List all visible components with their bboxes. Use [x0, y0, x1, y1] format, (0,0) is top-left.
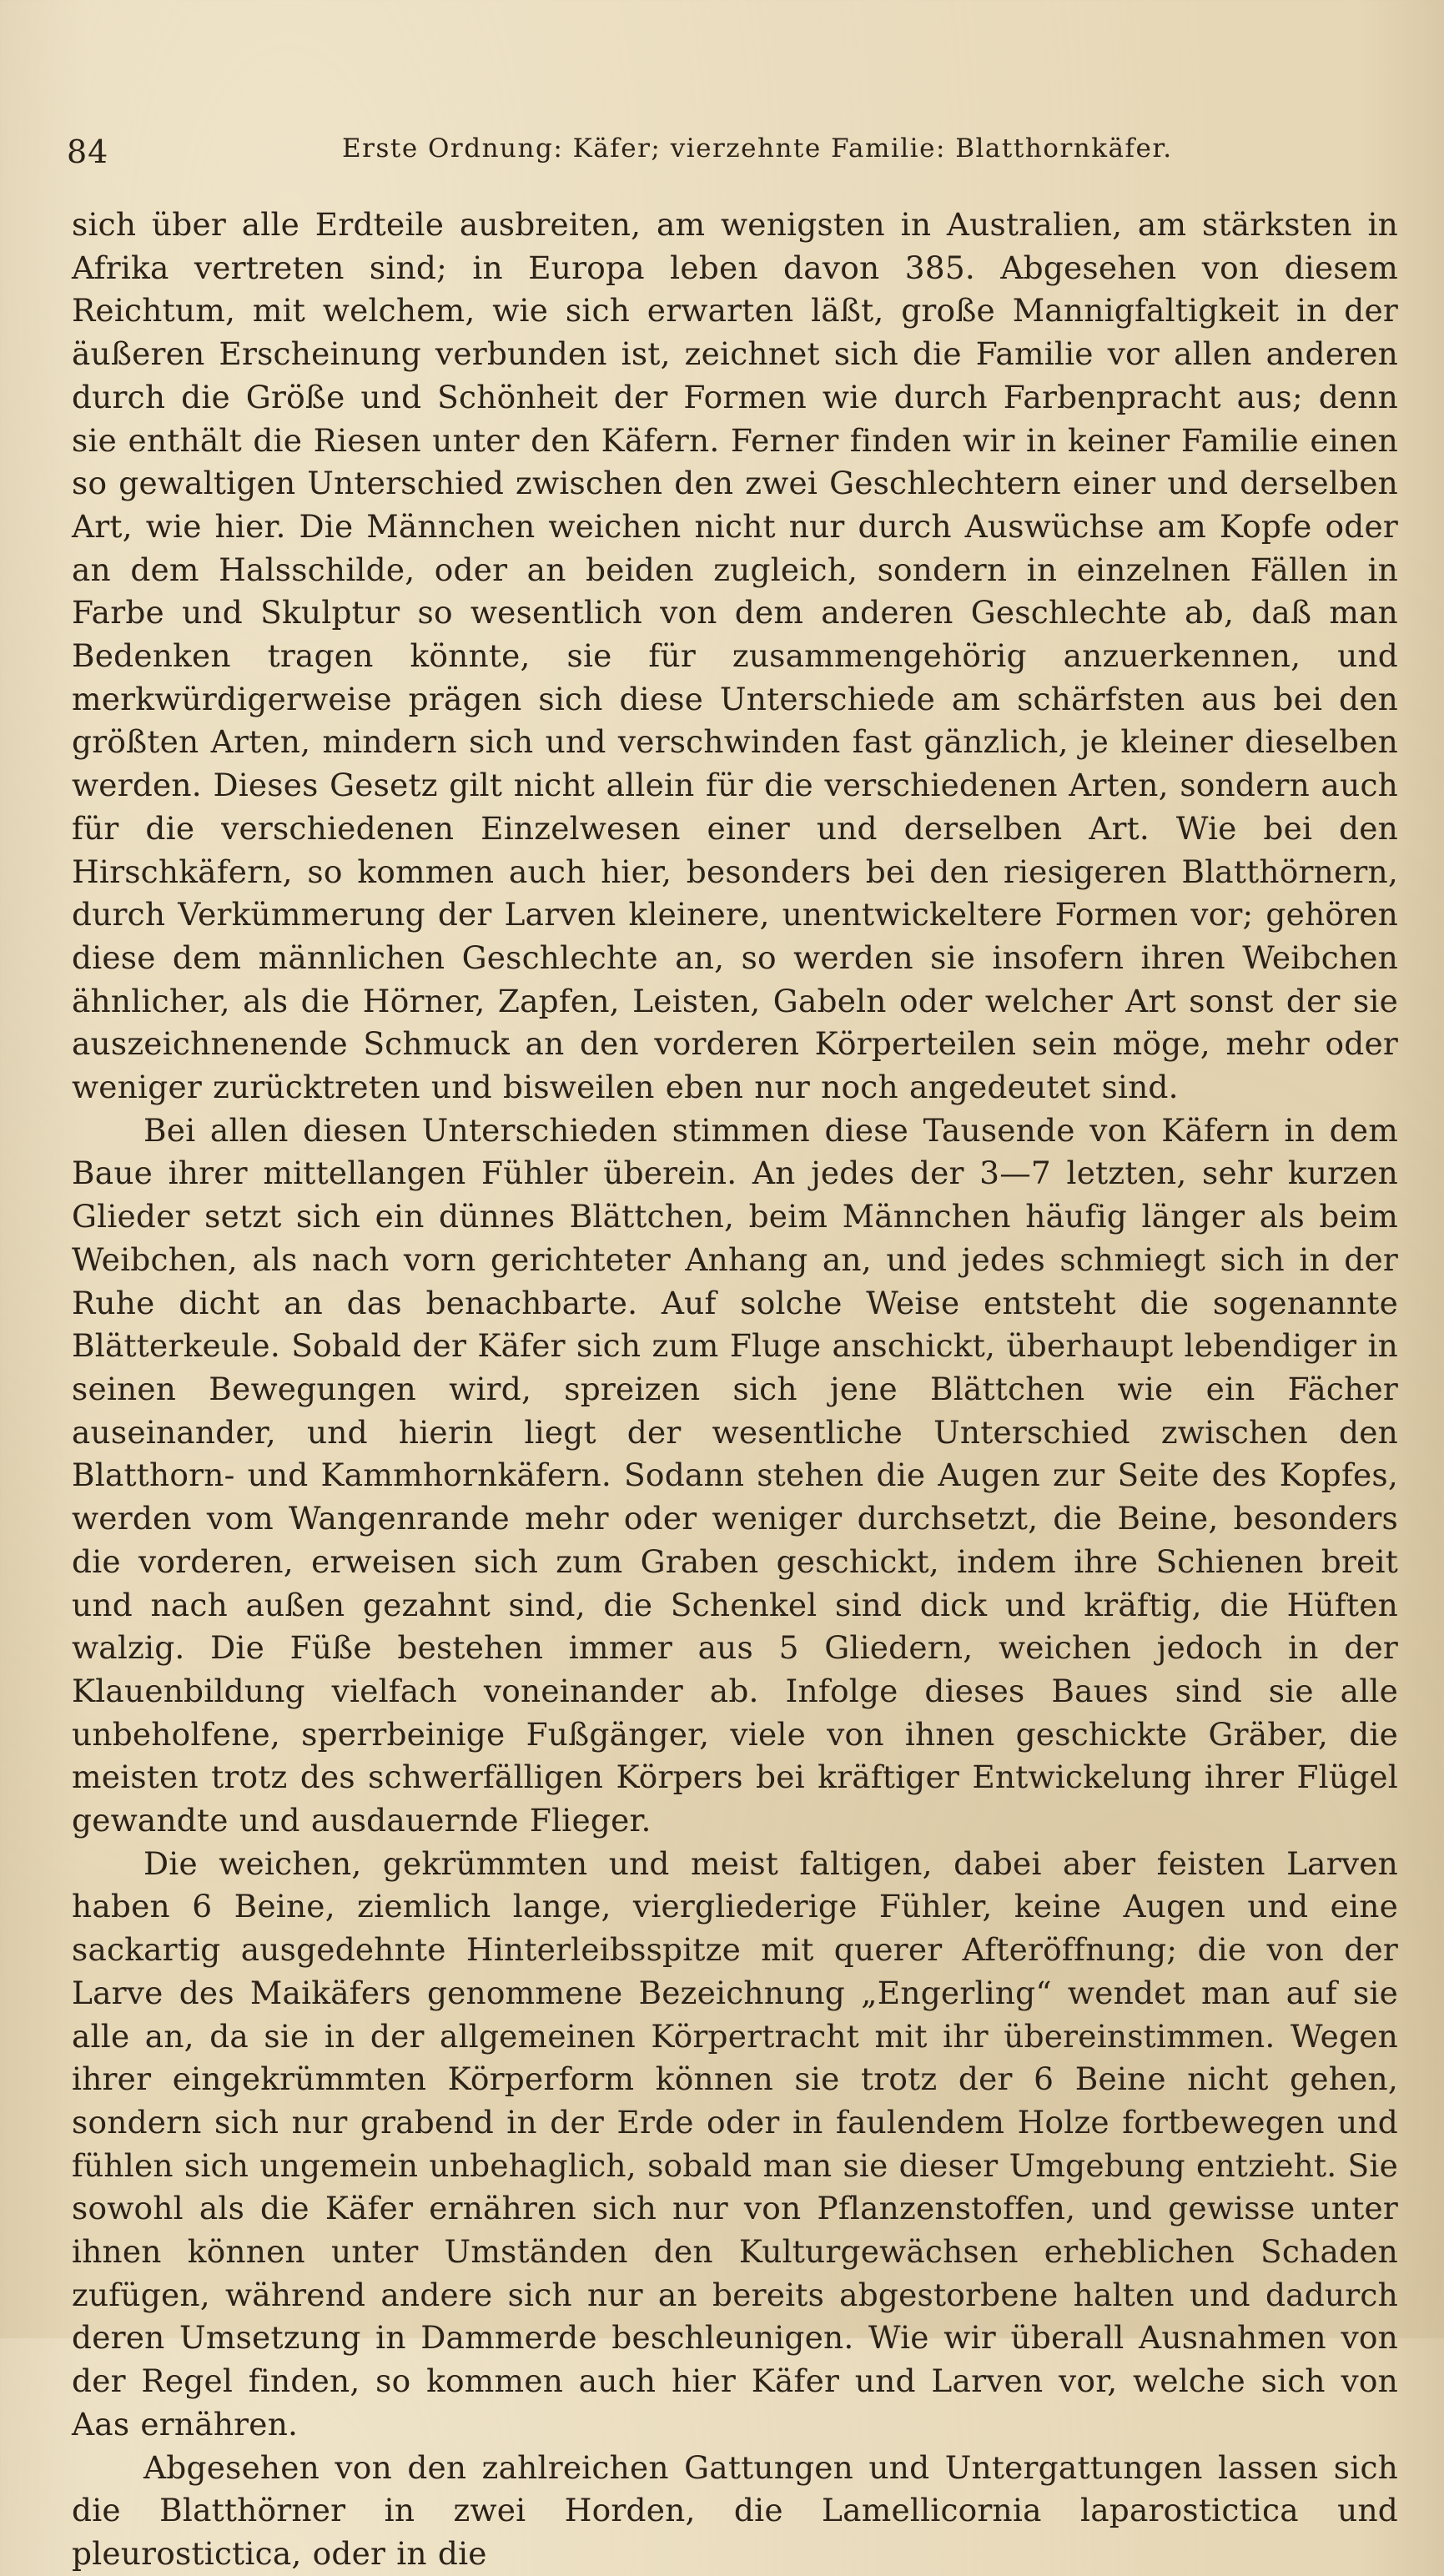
running-head: [67, 125, 1401, 175]
body-text: [72, 204, 1398, 2576]
paragraph: Abgesehen von den zahlreichen Gattungen und Untergattungen lassen sich die Blatthörner in zwei Horden, die Lamellicornia laparostictica und pleurostictica, oder in die: [72, 2448, 1398, 2572]
page-number: 84: [67, 133, 109, 170]
running-title: Erste Ordnung: Käfer; vierzehnte Familie: Blatthornkäfer.: [342, 133, 1173, 164]
paragraph: sich über alle Erdteile ausbreiten, am wenigsten in Australien, am stärksten in Afrika vertreten sind; in Europa leben davon 385. Abgesehen von diesem Reichtum, mit welchem, wie sich erwarten läßt, große Mannigfaltigkeit in der äußeren Erscheinung verbunden ist, zeichnet sich die Familie vor allen anderen durch die Größe und Schönheit der Formen wie durch Farbenpracht aus; denn sie enthält die Riesen unter den Käfern. Ferner finden wir in keiner Familie einen so gewaltigen Unterschied zwischen den zwei Geschlechtern einer und derselben Art, wie hier. Die Männchen weichen nicht nur durch Auswüchse am Kopfe oder an dem Halsschilde, oder an beiden zugleich, sondern in einzelnen Fällen in Farbe und Skulptur so wesentlich von dem anderen Geschlechte ab, daß man Bedenken tragen könnte, sie für zusammengehörig anzuerkennen, und merkwürdigerweise prägen sich diese Unterschiede am schärfsten aus bei den größten Arten, mindern sich und verschwinden fast gänzlich, je kleiner dieselben werden. Dieses Gesetz gilt nicht allein für die verschiedenen Arten, sondern auch für die verschiedenen Einzelwesen einer und derselben Art. Wie bei den Hirschkäfern, so kommen auch hier, besonders bei den riesigeren Blatthörnern, durch Verkümmerung der Larven kleinere, unentwickeltere Formen vor; gehören diese dem männlichen Geschlechte an, so werden sie insofern ihren Weibchen ähnlicher, als die Hörner, Zapfen, Leisten, Gabeln oder welcher Art sonst der sie auszeichnenende Schmuck an den vorderen Körperteilen sein möge, mehr oder weniger zurücktreten und bisweilen eben nur noch angedeutet sind.: [72, 206, 1398, 1106]
paragraph: Die weichen, gekrümmten und meist faltigen, dabei aber feisten Larven haben 6 Beine, ziemlich lange, viergliederige Fühler, keine Augen und eine sackartig ausgedehnte Hinterleibsspitze mit querer Afteröffnung; die von der Larve des Maikäfers genommene Bezeichnung „Engerling“ wendet man auf sie alle an, da sie in der allgemeinen Körpertracht mit ihr übereinstimmen. Wegen ihrer eingekrümmten Körperform können sie trotz der 6 Beine nicht gehen, sondern sich nur grabend in der Erde oder in faulendem Holze fortbewegen und fühlen sich ungemein unbehaglich, sobald man sie dieser Umgebung entzieht. Sie sowohl als die Käfer ernähren sich nur von Pflanzenstoffen, und gewisse unter ihnen können unter Umständen den Kulturgewächsen erheblichen Schaden zufügen, während andere sich nur an bereits abgestorbene halten und dadurch deren Umsetzung in Dammerde beschleunigen. Wie wir überall Ausnahmen von der Regel finden, so kommen auch hier Käfer und Larven vor, welche sich von Aas ernähren.: [72, 1844, 1398, 2443]
paragraph: Bei allen diesen Unterschieden stimmen diese Tausende von Käfern in dem Baue ihrer mittellangen Fühler überein. An jedes der 3—7 letzten, sehr kurzen Glieder setzt sich ein dünnes Blättchen, beim Männchen häufig länger als beim Weibchen, als nach vorn gerichteter Anhang an, und jedes schmiegt sich in der Ruhe dicht an das benachbarte. Auf solche Weise entsteht die sogenannte Blätterkeule. Sobald der Käfer sich zum Fluge anschickt, überhaupt lebendiger in seinen Bewegungen wird, spreizen sich jene Blättchen wie ein Fächer auseinander, und hierin liegt der wesentliche Unterschied zwischen den Blatthorn- und Kammhornkäfern. Sodann stehen die Augen zur Seite des Kopfes, werden vom Wangenrande mehr oder weniger durchsetzt, die Beine, besonders die vorderen, erweisen sich zum Graben geschickt, indem ihre Schienen breit und nach außen gezahnt sind, die Schenkel sind dick und kräftig, die Hüften walzig. Die Füße bestehen immer aus 5 Gliedern, weichen jedoch in der Klauenbildung vielfach voneinander ab. Infolge dieses Baues sind sie alle unbeholfene, sperrbeinige Fußgänger, viele von ihnen geschickte Gräber, die meisten trotz des schwerfälligen Körpers bei kräftiger Entwickelung ihrer Flügel gewandte und ausdauernde Flieger.: [72, 1111, 1398, 1839]
